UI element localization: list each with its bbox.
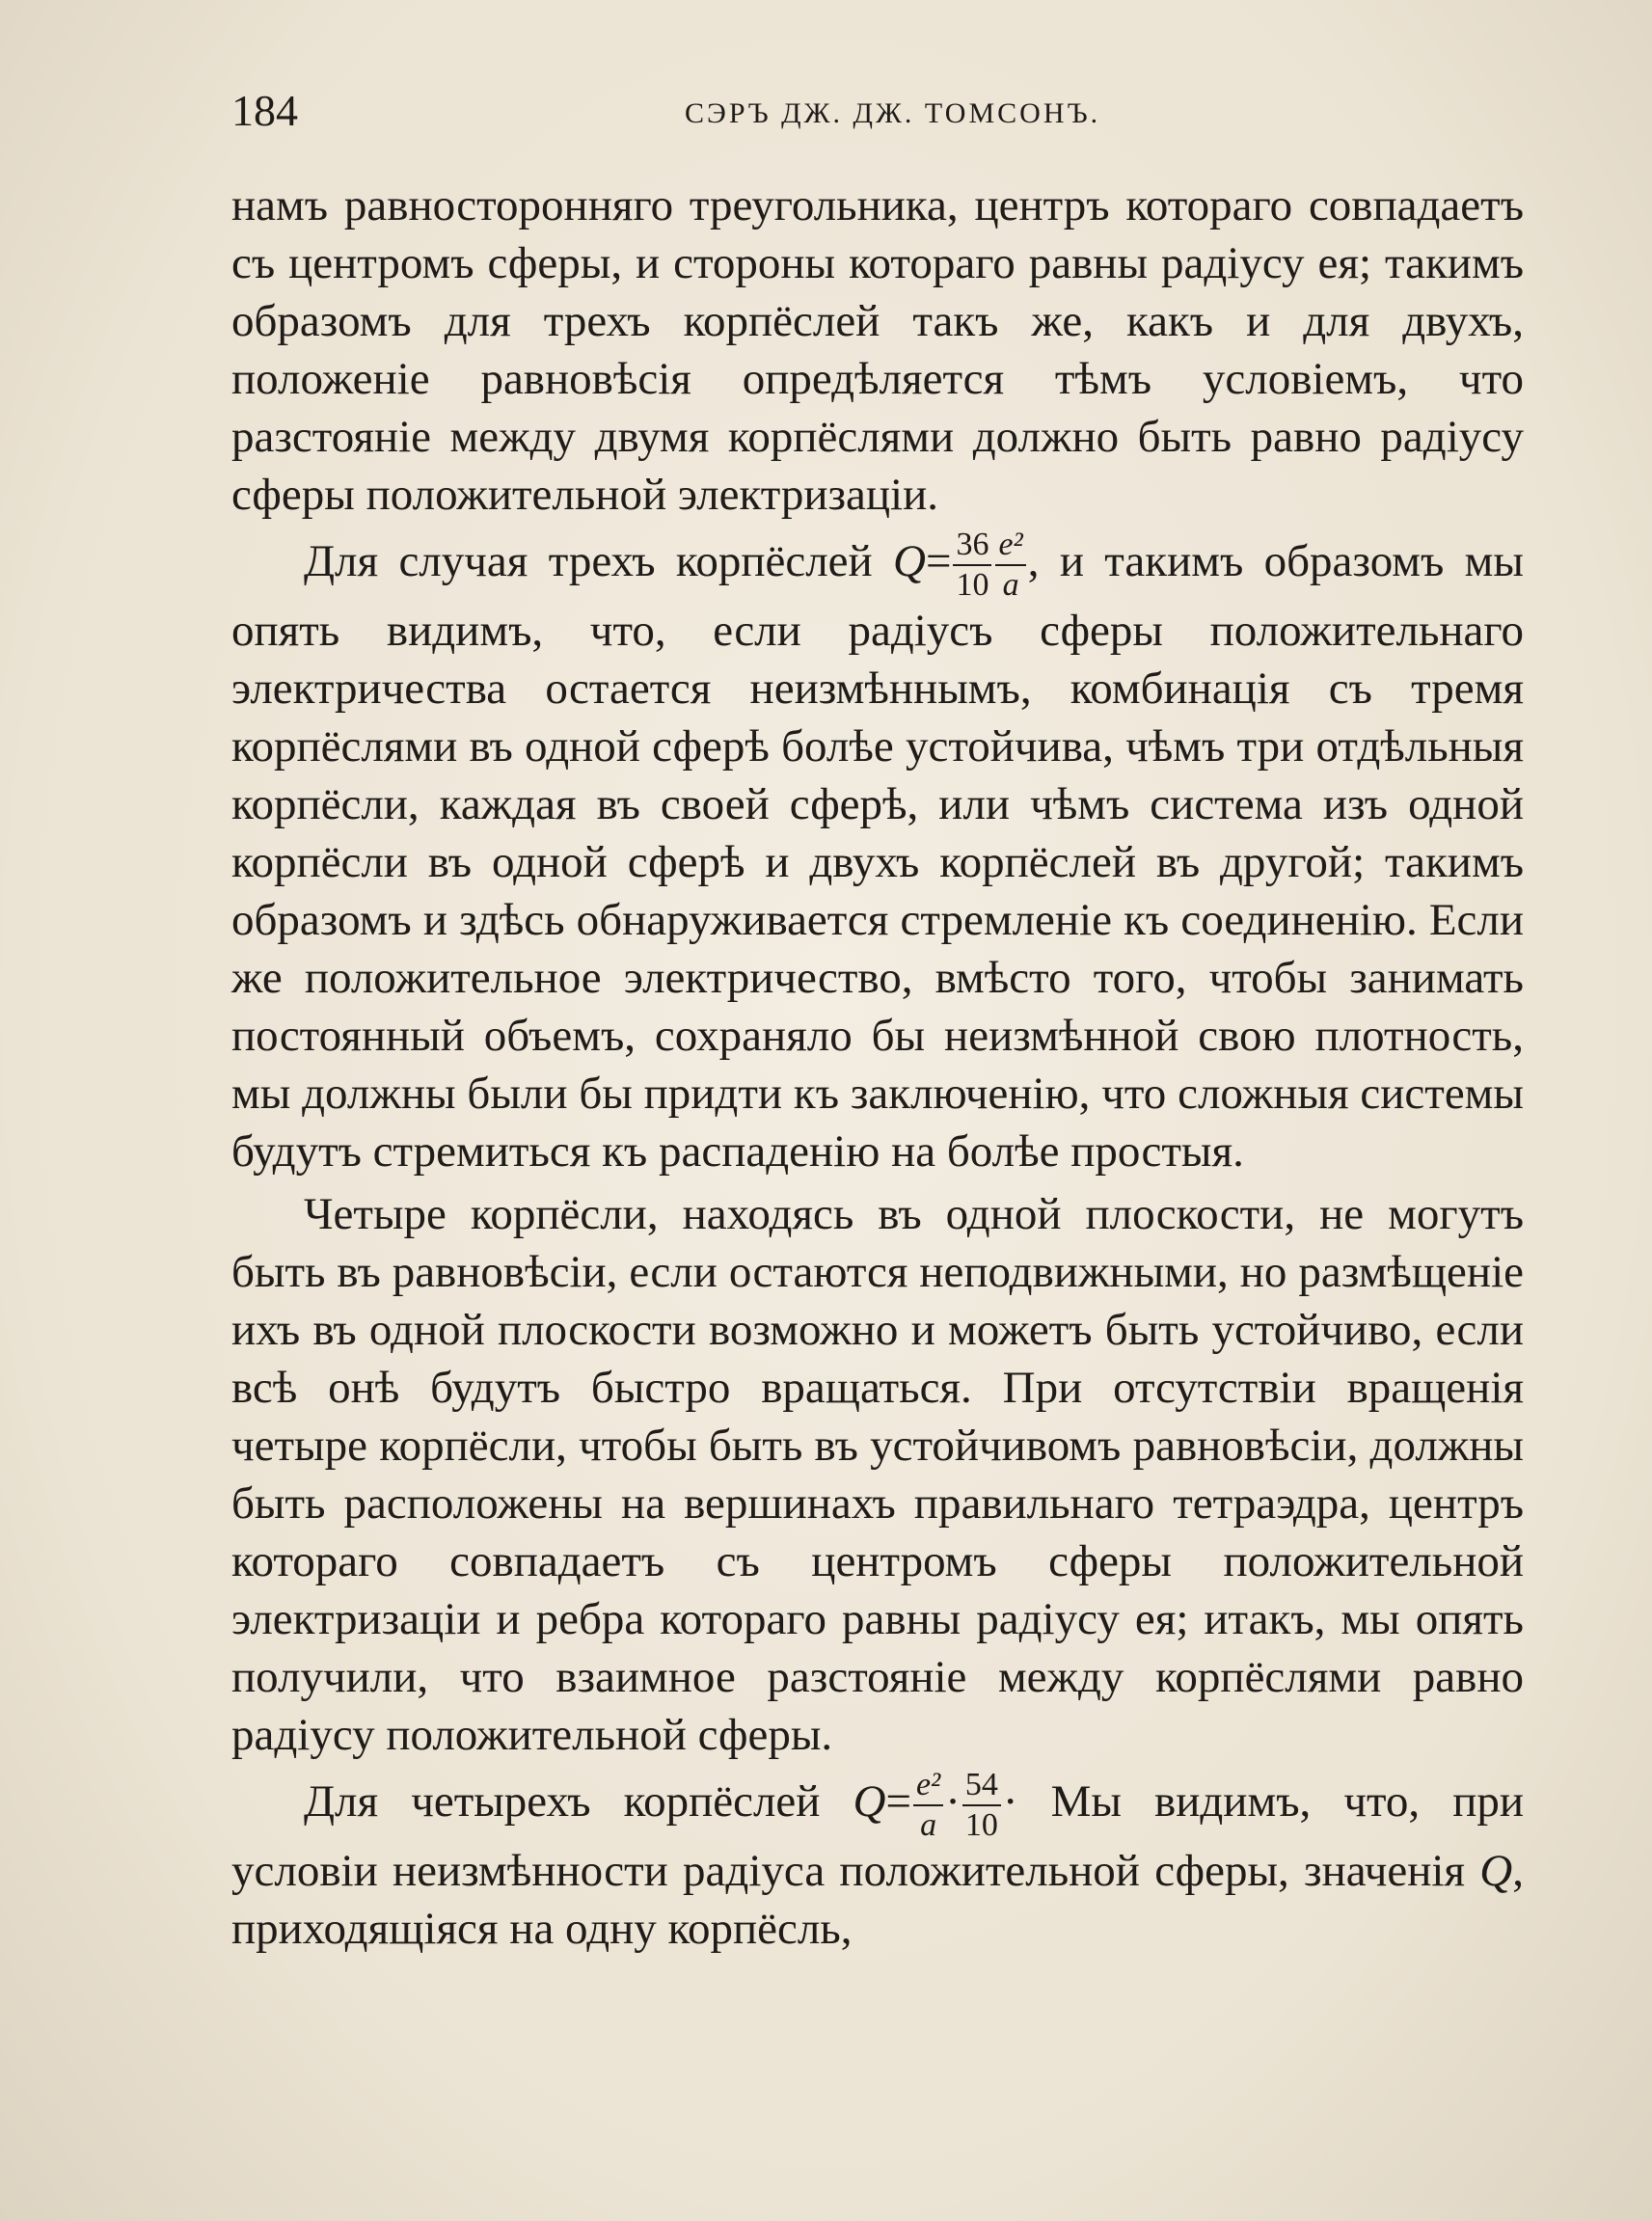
paragraph-2-rest: , и такимъ образомъ мы опять видимъ, что, если радіусъ сферы положительнаго электричества остается неизмѣннымъ, комбинація съ тремя корпёслями въ одной сферѣ болѣе устойчива, чѣмъ три отдѣльныя корпёсли, каждая въ своей сферѣ, или чѣмъ система изъ одной корпёсли въ одной сферѣ и двухъ корпёслей въ другой; такимъ образомъ и здѣсь обнаруживается стремленіе къ соединенію. Если же положительное электричество, вмѣсто того, чтобы занимать постоянный объемъ, сохраняло бы неизмѣнной свою плотность, мы должны были бы придти къ заключенію, что сложныя системы будутъ стремиться къ распаденію на болѣе простыя. xyxy=(231,535,1524,1177)
running-head: СЭРЪ ДЖ. ДЖ. ТОМСОНЪ. xyxy=(685,97,1101,129)
fraction-numerator: 54 xyxy=(962,1769,1001,1806)
paragraph-2-lead: Для случая трехъ корпёслей xyxy=(304,535,893,586)
page-header xyxy=(231,77,1524,145)
formula-fraction xyxy=(995,528,1025,602)
fraction-numerator: 36 xyxy=(953,528,991,566)
paragraph-4 xyxy=(231,1769,1524,1958)
paragraph-1: намъ равносторонняго треугольника, центръ котораго совпадаетъ съ центромъ сферы, и стороны котораго равны радіусу ея; такимъ образомъ для трехъ корпёслей такъ же, какъ и для двухъ, положеніе равновѣсія опредѣляется тѣмъ условіемъ, что разстояніе между двумя корпёслями должно быть равно радіусу сферы положительной электризаціи. xyxy=(231,180,1524,520)
body-text xyxy=(231,176,1524,1963)
formula-equals: = xyxy=(885,1775,911,1827)
formula-equals: = xyxy=(925,535,952,586)
paragraph-4-lead: Для четырехъ корпёслей xyxy=(304,1775,853,1827)
paragraph-2 xyxy=(231,528,1524,1180)
fraction-denominator: a xyxy=(920,1807,937,1843)
fraction-denominator: a xyxy=(1002,567,1019,603)
paragraph-4-rest: · Мы видимъ, что, при условіи неизмѣнности радіуса положительной сферы, значенія xyxy=(231,1775,1524,1896)
formula-fraction xyxy=(913,1769,943,1842)
fraction-denominator: 10 xyxy=(956,567,989,603)
fraction-denominator: 10 xyxy=(964,1807,998,1843)
formula-variable: Q xyxy=(1479,1846,1513,1896)
fraction-numerator: e² xyxy=(913,1769,943,1806)
paragraph-3: Четыре корпёсли, находясь въ одной плоскости, не могутъ быть въ равновѣсіи, если остаются неподвижными, но размѣщеніе ихъ въ одной плоскости возможно и можетъ быть устойчиво, если всѣ онѣ будутъ быстро вращаться. При отсутствіи вращенія четыре корпёсли, чтобы быть въ устойчивомъ равновѣсіи, должны быть расположены на вершинахъ правильнаго тетраэдра, центръ котораго совпадаетъ съ центромъ сферы положительной электризаціи и ребра котораго равны радіусу ея; итакъ, мы опять получили, что взаимное разстояніе между корпёслями равно радіусу положительной сферы. xyxy=(231,1189,1524,1760)
formula-dot: · xyxy=(945,1775,961,1827)
formula-fraction xyxy=(962,1769,1001,1842)
formula-variable: Q xyxy=(893,535,926,586)
paragraph-4-end: , приходящіяся на одну корпёсль, xyxy=(231,1846,1524,1954)
fraction-numerator: e² xyxy=(995,528,1025,566)
formula-variable: Q xyxy=(853,1775,886,1827)
page-number: 184 xyxy=(231,86,298,135)
formula-fraction xyxy=(953,528,991,602)
